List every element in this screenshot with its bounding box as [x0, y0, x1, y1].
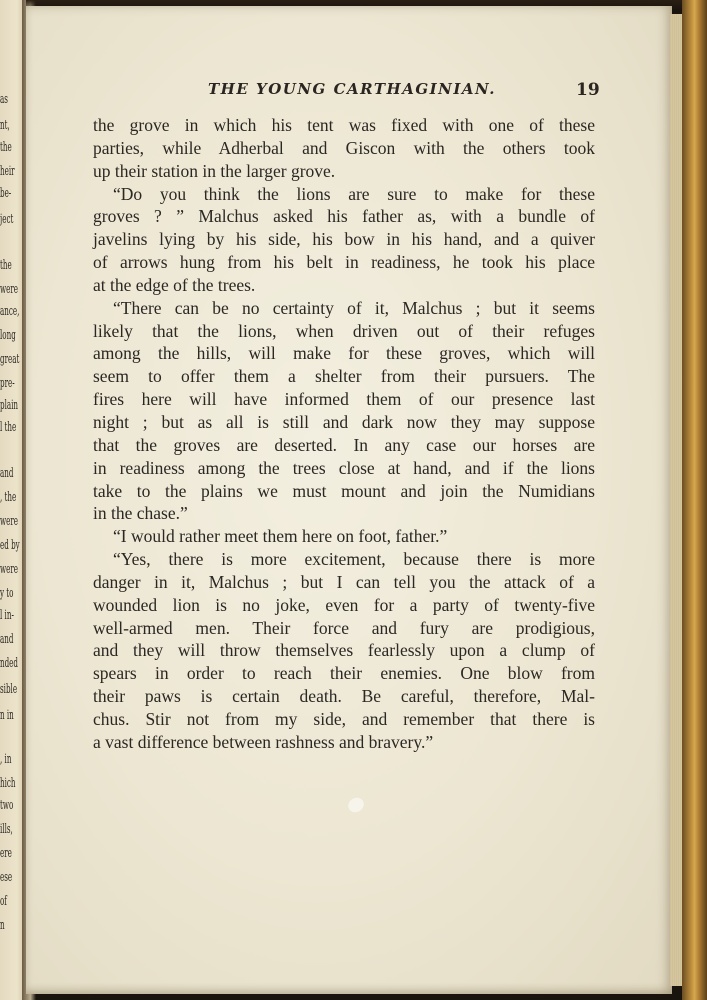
text-line: parties, while Adherbal and Giscon with the others took [93, 137, 595, 158]
facing-page-fragment: were [0, 562, 19, 577]
text-line: night ; but as all is still and dark now they may suppose [93, 411, 595, 432]
facing-page-fragment: , the [0, 490, 17, 505]
facing-page-fragment: ance, [0, 304, 20, 319]
text-line: of arrows hung from his belt in readiness, he took his place [93, 252, 595, 273]
facing-page-fragment: l the [0, 420, 17, 435]
text-line: “Do you think the lions are sure to make for these [113, 183, 595, 204]
text-line: their paws is certain death. Be careful, therefore, Mal- [93, 686, 595, 707]
facing-page-fragment: nded [0, 656, 18, 671]
text-line: chus. Stir not from my side, and remember that there is [93, 708, 595, 729]
facing-page-fragment: l in- [0, 608, 14, 623]
text-line: well-armed men. Their force and fury are prodigious, [93, 617, 595, 638]
facing-page-fragment: ere [0, 846, 12, 861]
text-line: wounded lion is no joke, even for a party of twenty-five [93, 594, 595, 615]
facing-page-fragment: and [0, 466, 14, 481]
facing-page-fragment: two [0, 798, 14, 813]
facing-page-fragment: of [0, 894, 7, 909]
text-line: a vast difference between rashness and bravery.” [93, 731, 434, 752]
text-line: seem to offer them a shelter from their pursuers. The [93, 366, 595, 387]
facing-page-fragment: heir [0, 164, 15, 179]
facing-page-fragment: the [0, 258, 12, 273]
facing-page-fragment: be- [0, 186, 12, 201]
text-line: javelins lying by his side, his bow in his hand, and a quiver [93, 229, 595, 250]
running-title: THE YOUNG CARTHAGINIAN. [208, 80, 497, 98]
facing-page-fragment: ills, [0, 822, 13, 837]
facing-page-edge [0, 0, 24, 1000]
facing-page-fragment: and [0, 632, 14, 647]
page-stack-edge [670, 14, 682, 986]
facing-page-fragment: ed by [0, 538, 20, 553]
facing-page-fragment: hich [0, 776, 16, 791]
text-line: groves ? ” Malchus asked his father as, with a bundle of [93, 206, 595, 227]
page-number: 19 [576, 80, 600, 100]
text-line: spears in order to reach their enemies. One blow from [93, 663, 595, 684]
facing-page-fragment: great [0, 352, 20, 367]
text-line: “Yes, there is more excitement, because there is more [113, 549, 595, 570]
facing-page-fragment: ese [0, 870, 13, 885]
facing-page-fragment: n [0, 918, 5, 933]
facing-page-fragment: y to [0, 586, 14, 601]
facing-page-fragment: pre- [0, 376, 15, 391]
facing-page-fragment: as [0, 92, 8, 107]
text-line: among the hills, will make for these groves, which will [93, 343, 595, 364]
text-line: take to the plains we must mount and join the Numidians [93, 480, 595, 501]
book-binding [682, 0, 707, 1000]
text-line: in readiness among the trees close at hand, and if the lions [93, 457, 595, 478]
text-line: and they will throw themselves fearlessly upon a clump of [93, 640, 595, 661]
text-line: “I would rather meet them here on foot, father.” [113, 526, 448, 547]
facing-page-fragment: sible [0, 682, 18, 697]
text-line: up their station in the larger grove. [93, 160, 336, 181]
text-line: fires here will have informed them of our presence last [93, 389, 595, 410]
facing-page-fragment: plain [0, 398, 19, 413]
facing-page-fragment: ject [0, 212, 14, 227]
text-line: danger in it, Malchus ; but I can tell you the attack of a [93, 571, 595, 592]
facing-page-fragment: were [0, 514, 19, 529]
facing-page-fragment: nt, [0, 118, 10, 133]
text-line: in the chase.” [93, 503, 188, 524]
text-line: the grove in which his tent was fixed with one of these [93, 115, 595, 135]
facing-page-fragment: the [0, 140, 12, 155]
facing-page-fragment: long [0, 328, 16, 343]
facing-page-fragment: , in [0, 752, 12, 767]
facing-page-fragment: n in [0, 708, 14, 723]
body-text [93, 114, 595, 754]
text-line: that the groves are deserted. In any case our horses are [93, 434, 595, 455]
text-line: at the edge of the trees. [93, 274, 256, 295]
facing-page-fragment: were [0, 282, 19, 297]
text-line: “There can be no certainty of it, Malchus ; but it seems [113, 297, 595, 318]
text-line: likely that the lions, when driven out of their refuges [93, 320, 595, 341]
